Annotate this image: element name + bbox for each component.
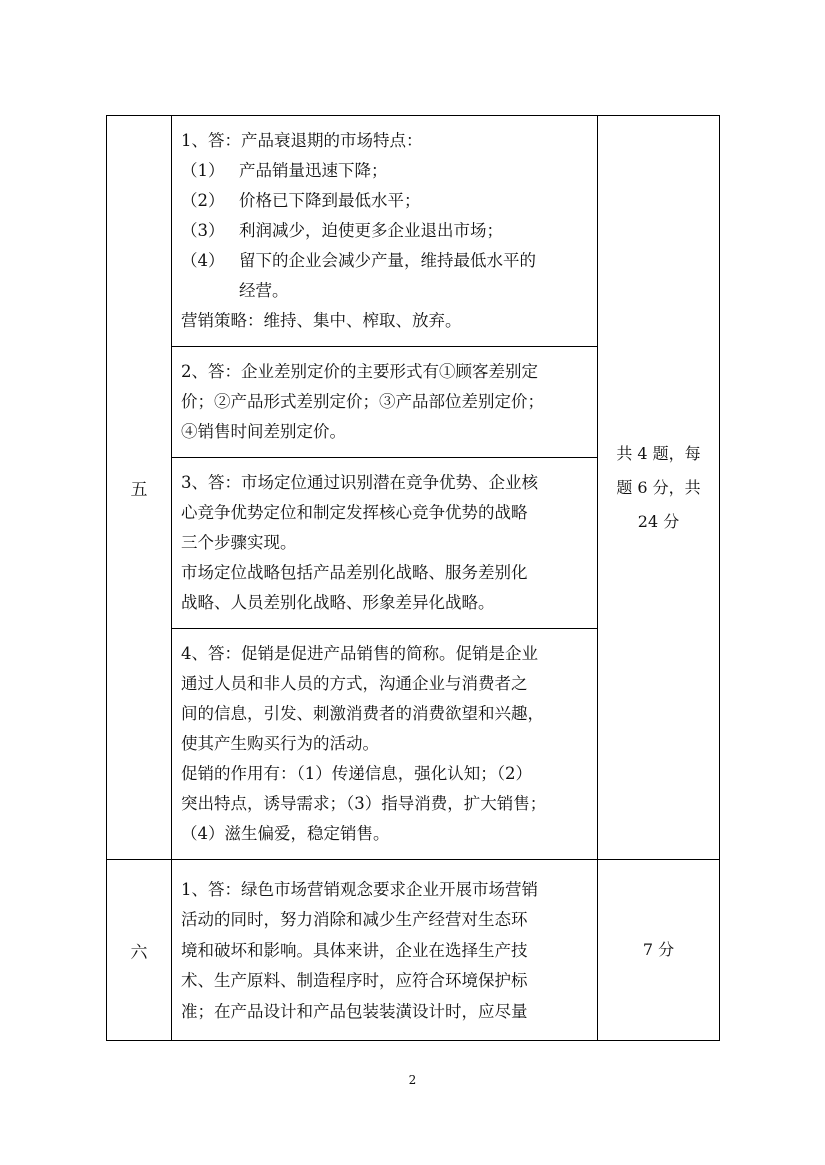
answer-cell [172, 347, 598, 458]
score-line: 题 6 分，共 [616, 477, 701, 497]
section-label: 五 [130, 480, 148, 500]
answer-cell [172, 458, 598, 629]
answer-line: 突出特点，诱导需求；（3）指导消费，扩大销售； [181, 794, 547, 813]
score-line: 24 分 [637, 511, 680, 531]
list-item: （1） 产品销量迅速下降； [181, 161, 388, 180]
answer-line: 价；②产品形式差别定价；③产品部位差别定价； [181, 392, 544, 411]
answer-line: 心竞争优势定位和制定发挥核心竞争优势的战略 [181, 503, 528, 522]
answer-line: 1、答：产品衰退期的市场特点： [181, 131, 423, 150]
answer-cell [172, 629, 598, 860]
answer-cell [172, 116, 598, 347]
answer-line: 营销策略：维持、集中、榨取、放弃。 [181, 311, 462, 330]
answer-line: 促销的作用有：（1）传递信息，强化认知；（2） [181, 764, 532, 783]
answer-line: 术、生产原料、制造程序时，应符合环境保护标 [181, 971, 528, 991]
answer-line: 1、答：绿色市场营销观念要求企业开展市场营销 [181, 879, 538, 899]
answer-line: 2、答：企业差别定价的主要形式有①顾客差别定 [181, 362, 538, 381]
section-label-cell [107, 860, 172, 1041]
answer-line: 市场定位战略包括产品差别化战略、服务差别化 [181, 563, 528, 582]
answer-line: 3、答：市场定位通过识别潜在竞争优势、企业核 [181, 473, 538, 492]
list-item: （2） 价格已下降到最低水平； [181, 191, 421, 210]
score-value: 7 分 [642, 940, 675, 959]
list-item: （3） 利润减少，迫使更多企业退出市场； [181, 221, 503, 240]
table-row [107, 116, 720, 347]
score-cell [598, 860, 720, 1041]
score-line: 共 4 题，每 [616, 443, 701, 463]
section-label: 六 [130, 942, 148, 963]
table-row [107, 860, 720, 1041]
answer-table [106, 115, 720, 1041]
answer-line: 间的信息，引发、刺激消费者的消费欲望和兴趣， [181, 704, 544, 723]
score-cell [598, 116, 720, 860]
answer-line: 境和破坏和影响。具体来讲，企业在选择生产技 [181, 940, 528, 960]
answer-line: 三个步骤实现。 [181, 533, 297, 552]
answer-line: 准；在产品设计和产品包装装潢设计时，应尽量 [181, 1001, 528, 1021]
answer-line: 4、答：促销是促进产品销售的简称。促销是企业 [181, 644, 538, 663]
answer-line: 通过人员和非人员的方式，沟通企业与消费者之 [181, 674, 528, 693]
answer-line: ④销售时间差别定价。 [181, 422, 346, 441]
page-number: 2 [408, 1073, 417, 1087]
section-label-cell [107, 116, 172, 860]
answer-line: 使其产生购买行为的活动。 [181, 734, 379, 753]
answer-line: （4）滋生偏爱，稳定销售。 [181, 824, 390, 843]
answer-line: 战略、人员差别化战略、形象差异化战略。 [181, 593, 495, 612]
answer-line: 活动的同时，努力消除和减少生产经营对生态环 [181, 910, 528, 930]
list-item-continuation: 经营。 [239, 281, 289, 300]
answer-cell [172, 860, 598, 1041]
list-item: （4） 留下的企业会减少产量，维持最低水平的 [181, 251, 536, 270]
